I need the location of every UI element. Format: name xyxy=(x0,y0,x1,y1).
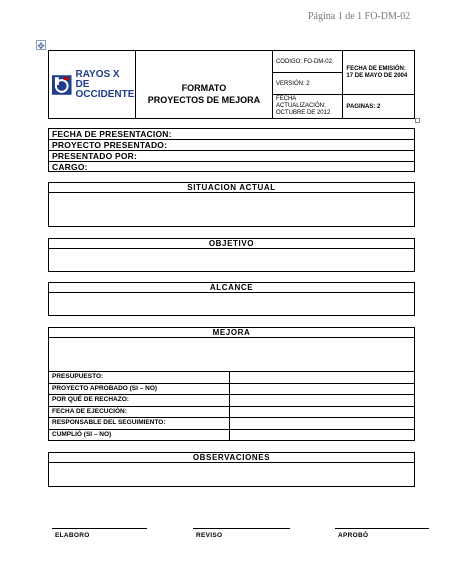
presented-by-field[interactable]: PRESENTADO POR: xyxy=(49,151,414,162)
current-situation-content[interactable] xyxy=(49,193,414,226)
current-situation-title: SITUACION ACTUAL xyxy=(49,183,414,193)
document-header xyxy=(48,50,415,119)
aprobo-label: APROBÓ xyxy=(338,532,369,539)
execution-date-value[interactable] xyxy=(230,406,415,418)
objective-section xyxy=(48,238,415,272)
table-row xyxy=(49,372,415,384)
observations-section xyxy=(48,452,415,487)
issue-date-field: FECHA DE EMISIÓN: 17 DE MAYO DE 2004 xyxy=(343,51,415,95)
improvement-title: MEJORA xyxy=(49,328,414,338)
pages-field: PAGINAS: 2 xyxy=(343,95,415,119)
fulfilled-value[interactable] xyxy=(230,429,415,441)
logo-line-2: OCCIDENTE xyxy=(75,88,135,100)
rejection-reason-value[interactable] xyxy=(230,395,415,407)
improvement-content[interactable] xyxy=(49,338,414,371)
elaboro-label: ELABORO xyxy=(55,532,90,539)
table-row xyxy=(49,383,415,395)
reviso-signature-line[interactable] xyxy=(193,528,290,529)
version-field: VERSIÓN: 2 xyxy=(272,73,342,95)
project-approved-value[interactable] xyxy=(230,383,415,395)
observations-content[interactable] xyxy=(49,463,414,486)
observations-title: OBSERVACIONES xyxy=(49,453,414,463)
table-move-handle-icon[interactable]: ✥ xyxy=(37,41,45,51)
document-title: PROYECTOS DE MEJORA xyxy=(135,95,272,119)
objective-title: OBJETIVO xyxy=(49,239,414,249)
budget-label: PRESUPUESTO: xyxy=(49,372,230,384)
table-row xyxy=(49,429,415,441)
logo-line-1: RAYOS X DE xyxy=(75,68,120,90)
scope-title: ALCANCE xyxy=(49,283,414,293)
code-field: CODIGO: FO-DM-02 xyxy=(272,51,342,73)
project-presented-field[interactable]: PROYECTO PRESENTADO: xyxy=(49,140,414,151)
page-number-label: Página 1 de 1 FO-DM-02 xyxy=(308,11,411,22)
table-resize-handle[interactable] xyxy=(415,118,420,123)
presentation-info-table xyxy=(48,128,415,172)
table-row xyxy=(49,406,415,418)
company-logo xyxy=(49,51,136,119)
budget-value[interactable] xyxy=(230,372,415,384)
scope-content[interactable] xyxy=(49,293,414,315)
fulfilled-label: CUMPLIÓ (SI – NO) xyxy=(49,429,230,441)
improvement-section xyxy=(48,327,415,371)
position-field[interactable]: CARGO: xyxy=(52,162,88,172)
table-row xyxy=(49,395,415,407)
elaboro-signature-line[interactable] xyxy=(52,528,147,529)
presentation-date-field[interactable]: FECHA DE PRESENTACION: xyxy=(49,129,414,140)
table-row xyxy=(49,418,415,430)
reviso-label: REVISO xyxy=(196,532,223,539)
follow-up-responsible-label: RESPONSABLE DEL SEGUIMIENTO: xyxy=(49,418,230,430)
follow-up-responsible-value[interactable] xyxy=(230,418,415,430)
objective-content[interactable] xyxy=(49,249,414,271)
project-approved-label: PROYECTO APROBADO (SI – NO) xyxy=(49,383,230,395)
format-label: FORMATO xyxy=(135,51,272,95)
execution-date-label: FECHA DE EJECUCIÓN: xyxy=(49,406,230,418)
rayos-x-logo-icon xyxy=(51,74,73,96)
current-situation-section xyxy=(48,182,415,227)
aprobo-signature-line[interactable] xyxy=(335,528,429,529)
scope-section xyxy=(48,282,415,316)
rejection-reason-label: POR QUÉ DE RECHAZO: xyxy=(49,395,230,407)
improvement-details-table xyxy=(48,371,415,441)
update-date-field: FECHA ACTUALIZACIÓN: OCTUBRE DE 2012 xyxy=(272,95,342,119)
